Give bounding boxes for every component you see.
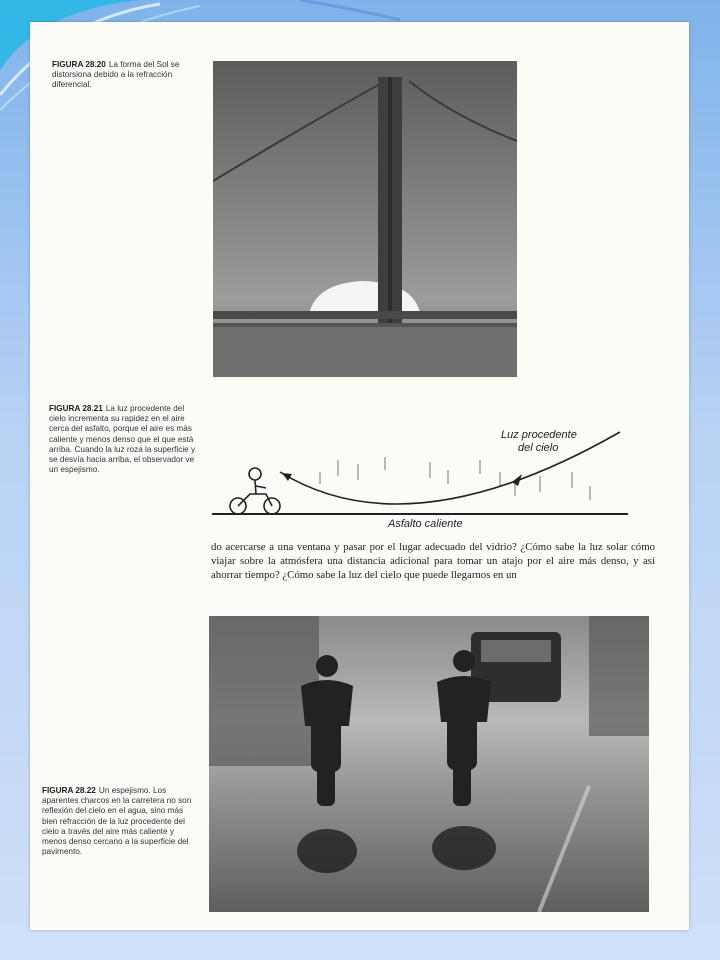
diagram-label-ground: Asfalto caliente — [388, 518, 463, 528]
figure-28-20-text: La forma del Sol se distorsiona debido a la refracción diferencial. — [52, 60, 180, 90]
figure-28-20-photo — [213, 61, 517, 377]
diagram-label-sky-1: Luz procedente — [501, 429, 577, 441]
figure-28-21-label: FIGURA 28.21 — [49, 404, 103, 413]
figure-28-22-caption — [42, 786, 192, 857]
figure-28-20-caption — [52, 60, 197, 91]
figure-28-22-label: FIGURA 28.22 — [42, 786, 96, 795]
diagram-label-sky-2: del cielo — [518, 442, 559, 454]
figure-28-21-text: La luz procedente del cielo incrementa su rapidez en el aire cerca del asfalto, porque el aire es más caliente y menos denso que el que está arriba. Cuando la luz roza la superficie y se desvía hacia arriba, el observador ve un espejismo. — [49, 404, 196, 475]
figure-28-22-photo — [209, 616, 649, 912]
textbook-page — [30, 22, 689, 930]
motorcyclist-icon — [230, 468, 280, 514]
figure-28-21-caption — [49, 404, 201, 475]
figure-28-22-text: Un espejismo. Los aparentes charcos en la carretera no son reflexión del cielo en el agua, sino más bien refracción de la luz procedente del cielo a través del aire más caliente y menos denso cercano a la superficie del pavimento. — [42, 786, 192, 857]
figure-28-21-mirage-diagram — [210, 402, 630, 528]
figure-28-20-label: FIGURA 28.20 — [52, 60, 106, 69]
body-text-paragraph: do acercarse a una ventana y pasar por el lugar adecuado del vidrio? ¿Cómo sabe la luz solar cómo viajar sobre la atmósfera una distancia adicional para tomar un atajo por el aire más denso, y así ahorrar tiempo? ¿Cómo sabe la luz del cielo que puede llegarnos en un — [211, 541, 655, 581]
